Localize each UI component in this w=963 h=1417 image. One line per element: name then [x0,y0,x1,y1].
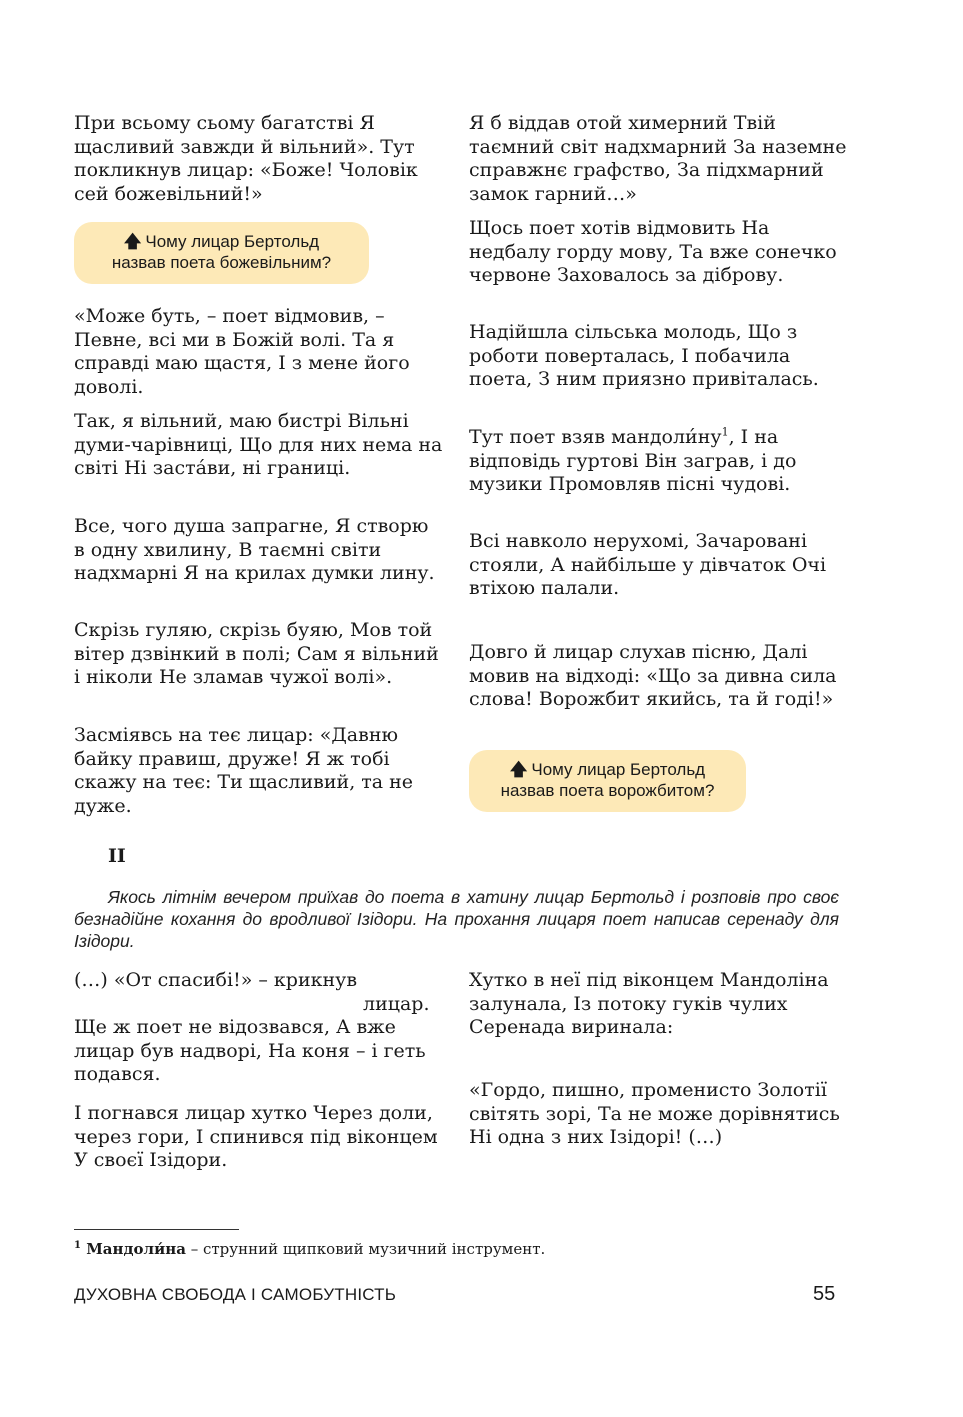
verse-line: В таємні світи надхмарні [74,538,382,584]
verse-line: Ворожбит якийсь, та й годі!» [538,688,834,710]
footnote-term: Мандоли́на [86,1240,186,1258]
left-stanza-0 [74,112,444,206]
verse-line: Промовляв пісні чудові. [548,473,791,495]
verse-line: Зачаровані стояли, [469,530,808,576]
part2-right-stanza-1 [469,969,849,1040]
verse-line: Довго й лицар слухав пісню, [469,641,757,663]
footnote-number: 1 [74,1240,81,1251]
verse-line: Я на крилах думки лину. [183,562,435,584]
verse-line: Надійшла сільська молодь, [469,321,742,343]
verse-line: Золотії світять зорі, [469,1079,827,1125]
right-stanza-4 [469,530,849,601]
part2-right-stanza-2 [469,1079,849,1150]
verse-line: А найбільше у дівчаток [550,553,786,576]
right-stanza-1 [469,217,849,288]
footer-title: ДУХОВНА СВОБОДА І САМОБУТНІСТЬ [74,1285,397,1304]
verse-line: При всьому сьому багатстві [74,112,354,134]
arrow-up-icon: 🡅 [123,232,142,251]
verse-line: Та не може дорівнятись [597,1102,840,1125]
verse-line: Хутко в неї під віконцем [469,969,714,991]
intro-paragraph: Якось літнім вечером приїхав до поета в хатину лицар Бертольд і розповів про своє безнадійне кохання до вродливої Ізідори. На прохання лицаря поет написав серенаду для Ізідори. [74,887,839,951]
question-text: Чому лицар Бертольд [145,232,320,251]
verse-line: Сам я вільний і ніколи [74,642,439,688]
footnote-mark: 1 [721,425,729,439]
verse-text: Тут поет взяв мандоли́ну [469,426,722,448]
right-stanza-0 [469,112,849,206]
verse-line: А вже лицар був надворі, [74,1016,396,1062]
part2-left-stanza-2 [74,1102,444,1173]
verse-line: «Може буть, – поет відмовив, – [74,305,385,327]
verse-line: Він заграв, і до музики [469,449,797,495]
verse-line: Я б віддав отой химерний [469,112,728,134]
verse-line: Ще ж поет не відозвався, [74,1016,330,1038]
question-box-1 [74,222,369,284]
verse-line: Тут покликнув лицар: «Боже! [74,135,415,181]
question-text: Чому лицар Бертольд [531,760,706,779]
verse-line: Ні застáви, ні границі. [124,457,351,479]
footnote-divider [74,1229,239,1230]
page-number: 55 [813,1283,836,1305]
verse-line-continuation: лицар. [363,992,430,1015]
question-text: назвав поета ворожбитом? [500,781,715,800]
verse-line: І з мене його доволі. [74,352,410,398]
verse-line: (…) «От спасибі!» – крикнув [74,969,358,991]
verse-line: Засміявсь на теє лицар: [74,724,314,746]
verse-line: Я ж тобі скажу на теє: [74,747,390,793]
verse-line: «Давню байку правиш, друже! [74,724,399,770]
verse-line: «Гордо, пишно, променисто [469,1079,752,1101]
footnote-text: – струнний щипковий музичний інструмент. [185,1240,546,1258]
verse-line: Ти щасливий, та не дуже. [74,771,414,817]
verse-line: За підхмарний замок гарний…» [469,159,824,205]
verse-line: Та я справді маю щастя, [74,328,395,374]
verse-line: Що для них нема на світі [74,433,443,479]
verse-line: Далі мовив на відході: [469,641,808,687]
question-box-2 [469,750,746,812]
right-stanza-2 [469,321,849,392]
verse-line: Я щасливий завжди й вільний». [74,112,375,158]
verse-line: Та вже сонечко червоне [469,240,837,286]
left-stanza-3 [74,515,444,586]
verse-line: Мов той вітер дзвінкий в полі; [74,619,433,665]
verse-line: Що з роботи поверталась, [469,321,798,367]
verse-line: З ним приязно привіталась. [538,368,819,390]
verse-line: Ні одна з них Ізідорі! (…) [469,1126,723,1148]
part2-left-stanza-1 [74,969,444,1087]
verse-line: Щось поет хотів відмовить [469,217,736,239]
verse-line: Заховалось за діброву. [557,264,784,286]
verse-line: Чоловік сей божевільний!» [74,159,418,205]
verse-line: Серенада виринала: [469,1016,674,1038]
verse-line: Я створю в одну хвилину, [74,515,429,561]
verse-line: Через доли, через гори, [74,1102,433,1148]
left-stanza-5 [74,724,444,818]
arrow-up-icon: 🡅 [509,760,528,779]
verse-line: Всі навколо нерухомі, [469,530,690,552]
right-stanza-5 [469,641,849,712]
verse-line: Скрізь гуляю, скрізь буяю, [74,619,344,641]
left-stanza-4 [74,619,444,690]
verse-line: Вільні думи-чарівниці, [74,410,409,456]
verse-line: І спинився під віконцем [195,1125,438,1148]
verse-line: На недбалу горду мову, [469,217,770,263]
verse-line: Певне, всі ми в Божій волі. [74,328,347,351]
footnote [74,1240,545,1258]
verse-line: У своєї Ізідори. [74,1149,228,1171]
verse-line: Мандоліна залунала, [469,969,829,1015]
verse-line: «Що за дивна сила слова! [469,664,837,710]
verse-line: На коня – і геть подався. [74,1039,426,1085]
verse-line: І побачила поета, [469,344,791,390]
right-stanza-3 [469,426,849,497]
verse-line: Із потоку гуків чулих [573,992,788,1015]
verse-line: Так, я вільний, маю бистрі [74,410,342,432]
verse-line: Очі втіхою палали. [469,553,827,599]
section-title: ІІ [108,845,126,867]
verse-line: За наземне справжнє графство, [469,135,847,181]
question-text: назвав поета божевільним? [111,253,332,272]
left-stanza-1 [74,305,444,399]
left-stanza-2 [74,410,444,481]
verse-line: Все, чого душа запрагне, [74,515,330,537]
verse-line: І на відповідь гуртові [469,426,779,472]
verse-line: Не зламав чужої волі». [158,666,393,688]
verse-line: Тут поет взяв $мандоли́ну^1$, [469,425,735,448]
verse-line: І погнався лицар хутко [74,1102,308,1124]
verse-line: Твій таємний світ надхмарний [469,112,776,158]
